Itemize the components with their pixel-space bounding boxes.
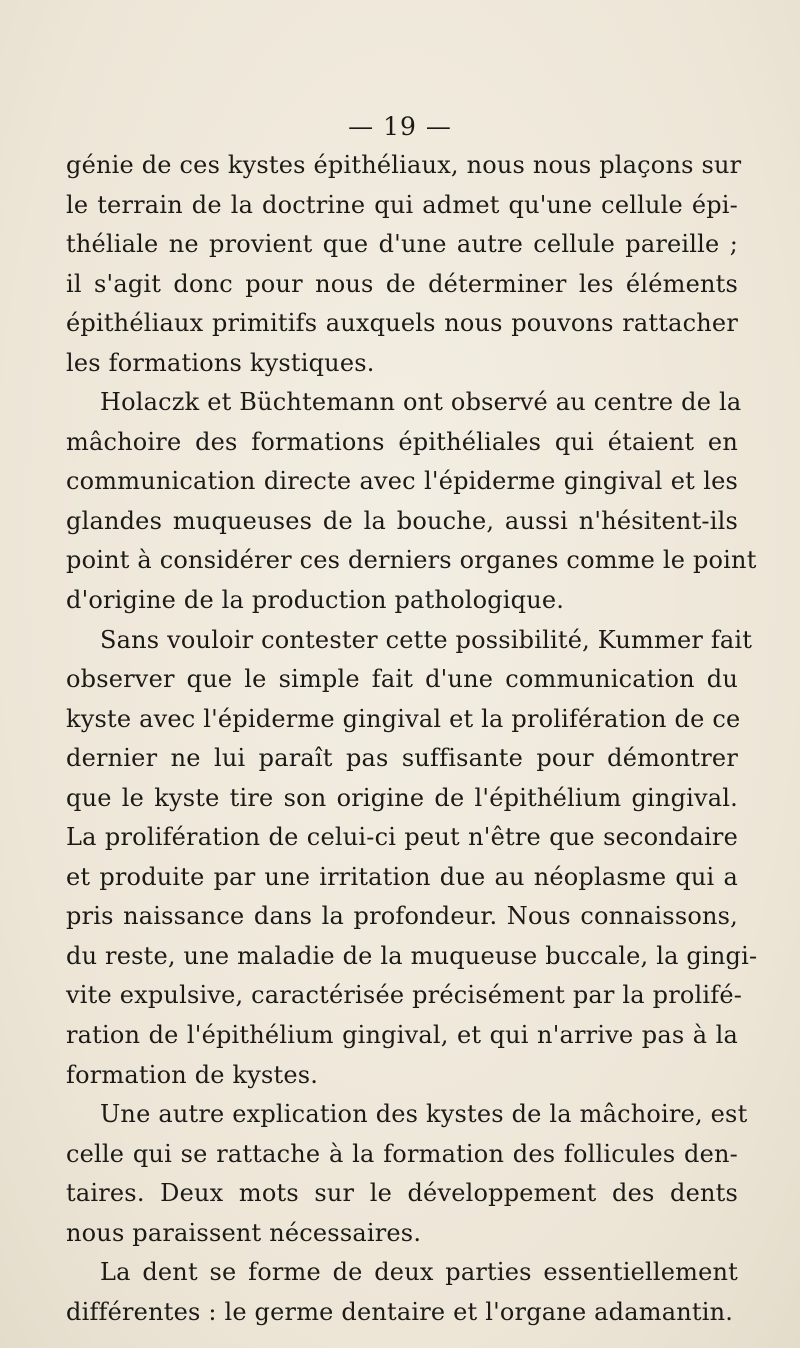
text-line: les formations kystiques. <box>66 348 375 377</box>
text-line: point à considérer ces derniers organes comme le point <box>66 546 757 575</box>
text-line: du reste, une maladie de la muqueuse buccale, la gingi- <box>66 941 758 970</box>
text-line: glandes muqueuses de la bouche, aussi n'hésitent-ils <box>66 506 738 535</box>
text-line: pris naissance dans la profondeur. Nous connaissons, <box>66 902 738 931</box>
text-line: observer que le simple fait d'une communication du <box>66 665 738 694</box>
paragraph <box>66 146 742 383</box>
text-line: Une autre explication des kystes de la mâchoire, est <box>100 1100 748 1129</box>
text-line: différentes : le germe dentaire et l'organe adamantin. <box>66 1297 734 1326</box>
text-line: dernier ne lui paraît pas suffisante pour démontrer <box>66 744 738 773</box>
text-line: Holaczk et Büchtemann ont observé au centre de la <box>100 388 742 417</box>
paragraph <box>66 1253 738 1332</box>
text-line: épithéliaux primitifs auxquels nous pouvons rattacher <box>66 309 738 338</box>
body-text <box>66 146 758 1332</box>
text-line: La prolifération de celui-ci peut n'être que secondaire <box>66 823 738 852</box>
text-line: théliale ne provient que d'une autre cellule pareille ; <box>66 230 738 259</box>
text-line: génie de ces kystes épithéliaux, nous nous plaçons sur <box>66 151 742 179</box>
paragraph <box>66 383 757 620</box>
text-line: kyste avec l'épiderme gingival et la prolifération de ce <box>66 704 741 733</box>
text-line: taires. Deux mots sur le développement des dents <box>66 1179 738 1208</box>
text-line: et produite par une irritation due au néoplasme qui a <box>66 862 738 891</box>
text-line: La dent se forme de deux parties essentiellement <box>100 1258 738 1287</box>
text-line: vite expulsive, caractérisée précisément par la prolifé- <box>66 981 743 1010</box>
text-line: d'origine de la production pathologique. <box>66 586 565 615</box>
paragraph <box>66 1095 748 1253</box>
text-line: nous paraissent nécessaires. <box>66 1218 422 1247</box>
text-line: communication directe avec l'épiderme gingival et les <box>66 467 738 496</box>
text-line: ration de l'épithélium gingival, et qui n'arrive pas à la <box>66 1021 738 1050</box>
text-line: que le kyste tire son origine de l'épithélium gingival. <box>66 783 738 812</box>
text-line: mâchoire des formations épithéliales qui étaient en <box>66 427 738 456</box>
text-line: Sans vouloir contester cette possibilité, Kummer fait <box>100 625 753 654</box>
paragraph <box>66 621 758 1096</box>
page-number: — 19 — <box>348 112 452 141</box>
text-line: le terrain de la doctrine qui admet qu'une cellule épi- <box>66 190 738 219</box>
text-line: il s'agit donc pour nous de déterminer les éléments <box>66 269 738 298</box>
text-line: formation de kystes. <box>66 1060 319 1089</box>
text-line: celle qui se rattache à la formation des follicules den- <box>66 1139 738 1168</box>
